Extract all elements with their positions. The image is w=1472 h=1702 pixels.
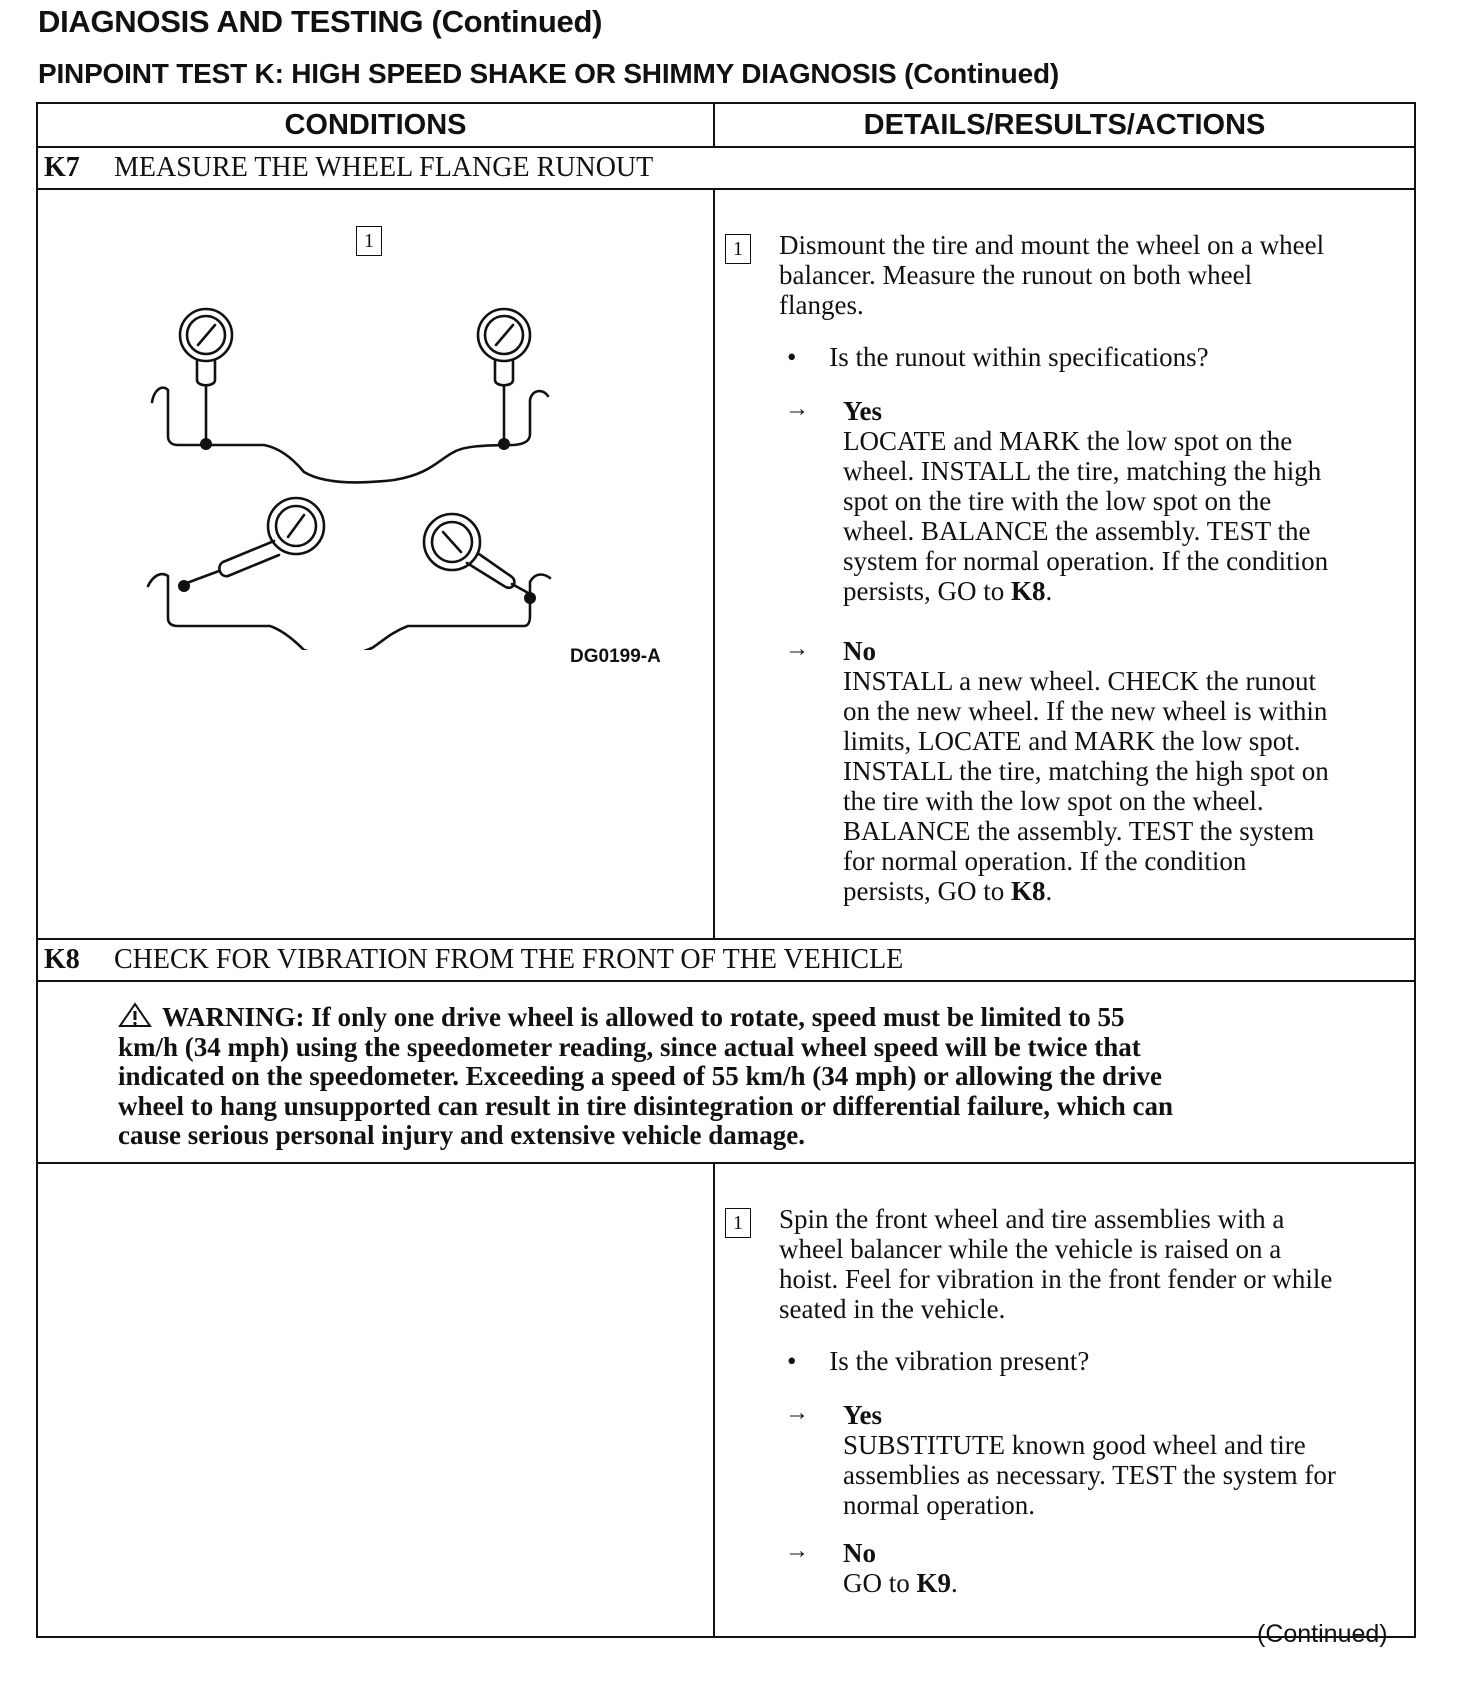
step-k8-title: CHECK FOR VIBRATION FROM THE FRONT OF THE VEHICLE (114, 944, 904, 975)
k8-details-cell (715, 1164, 1414, 1636)
k7-instruction-line: flanges. (779, 290, 864, 320)
k7-yes-line: wheel. INSTALL the tire, matching the high (843, 456, 1322, 486)
k8-yes-block (843, 1400, 1336, 1520)
k8-conditions-cell (38, 1164, 715, 1636)
k8-no-label: No (843, 1538, 876, 1568)
page-title: DIAGNOSIS AND TESTING (Continued) (38, 4, 603, 39)
k8-instruction-line: Spin the front wheel and tire assemblies with a (779, 1204, 1285, 1234)
figure-caption: DG0199-A (570, 646, 661, 667)
step-k8-heading (38, 940, 1414, 982)
k8-warning-row (38, 982, 1414, 1164)
k7-no-line: for normal operation. If the condition (843, 846, 1247, 876)
k7-yes-line: LOCATE and MARK the low spot on the (843, 426, 1293, 456)
k8-question-text: Is the vibration present? (829, 1346, 1090, 1376)
k7-instruction-line: Dismount the tire and mount the wheel on a wheel (779, 230, 1325, 260)
arrow-right-icon: → (785, 636, 809, 662)
step-k7-id: K7 (44, 152, 80, 183)
pinpoint-test-table (36, 102, 1416, 1638)
wheel-flange-runout-illustration (38, 190, 715, 650)
k8-warning-line: cause serious personal injury and extensive vehicle damage. (118, 1120, 805, 1150)
k7-yes-line: system for normal operation. If the condition (843, 546, 1329, 576)
k8-warning-line-first (118, 1002, 1318, 1033)
k8-yes-line: SUBSTITUTE known good wheel and tire (843, 1430, 1306, 1460)
k8-warning (118, 1002, 1318, 1151)
k8-no-block (843, 1538, 958, 1598)
k7-no-line: INSTALL the tire, matching the high spot on (843, 756, 1329, 786)
k8-yes-label: Yes (843, 1400, 882, 1430)
k8-yes-line: normal operation. (843, 1490, 1035, 1520)
k7-step-number: 1 (725, 234, 751, 264)
arrow-right-icon: → (785, 396, 809, 422)
k7-yes-line: spot on the tire with the low spot on the (843, 486, 1272, 516)
k8-instruction-line: seated in the vehicle. (779, 1294, 1006, 1324)
conditions-header: CONDITIONS (38, 104, 715, 146)
k8-warning-line: wheel to hang unsupported can result in tire disintegration or differential failure, which can (118, 1090, 1174, 1121)
k7-no-line: persists, GO to K8. (843, 876, 1053, 906)
step-k7-title: MEASURE THE WHEEL FLANGE RUNOUT (114, 152, 654, 183)
k8-warning-line: indicated on the speedometer. Exceeding a speed of 55 km/h (34 mph) or allowing the drive (118, 1061, 1162, 1091)
k7-instruction-line: balancer. Measure the runout on both wheel (779, 260, 1253, 290)
figure-step-number: 1 (356, 226, 382, 256)
k7-no-line: BALANCE the assembly. TEST the system (843, 816, 1315, 846)
k8-question (787, 1346, 1089, 1377)
k8-step-number: 1 (725, 1208, 751, 1238)
k8-instruction-line: hoist. Feel for vibration in the front fender or while (779, 1264, 1333, 1294)
k7-instruction (779, 230, 1324, 320)
k7-question (787, 342, 1209, 373)
step-k8-id: K8 (44, 944, 80, 975)
k8-instruction (779, 1204, 1332, 1324)
k7-question-text: Is the runout within specifications? (829, 342, 1209, 372)
arrow-right-icon: → (785, 1400, 809, 1426)
k7-yes-label: Yes (843, 396, 882, 426)
k8-yes-line: assemblies as necessary. TEST the system for (843, 1460, 1336, 1490)
k7-no-line: on the new wheel. If the new wheel is within (843, 696, 1328, 726)
k7-no-block (843, 636, 1329, 906)
k7-no-line: INSTALL a new wheel. CHECK the runout (843, 666, 1316, 696)
bullet-icon: • (787, 342, 797, 372)
test-title: PINPOINT TEST K: HIGH SPEED SHAKE OR SHIMMY DIAGNOSIS (Continued) (38, 58, 1059, 89)
k8-warning-line: WARNING: If only one drive wheel is allowed to rotate, speed must be limited to 55 (162, 1002, 1125, 1032)
warning-triangle-icon (118, 1002, 152, 1028)
k7-yes-line: wheel. BALANCE the assembly. TEST the (843, 516, 1311, 546)
bullet-icon: • (787, 1346, 797, 1376)
step-k7-heading (38, 148, 1414, 190)
k8-warning-line: km/h (34 mph) using the speedometer reading, since actual wheel speed will be twice that (118, 1031, 1141, 1062)
step-k7-body (38, 190, 1414, 940)
k7-no-label: No (843, 636, 876, 666)
k7-figure-cell (38, 190, 715, 938)
k7-details-cell (715, 190, 1414, 938)
k7-yes-line: persists, GO to K8. (843, 576, 1053, 606)
continued-note: (Continued) (1257, 1620, 1388, 1648)
k7-no-line: limits, LOCATE and MARK the low spot. (843, 726, 1301, 756)
k8-no-line: GO to K9. (843, 1568, 958, 1598)
k7-yes-block (843, 396, 1328, 606)
k8-instruction-line: wheel balancer while the vehicle is raised on a (779, 1234, 1282, 1264)
step-k8-body (38, 1164, 1414, 1636)
details-header: DETAILS/RESULTS/ACTIONS (863, 108, 1266, 141)
table-header (38, 104, 1414, 148)
arrow-right-icon: → (785, 1538, 809, 1564)
k7-no-line: the tire with the low spot on the wheel. (843, 786, 1264, 816)
